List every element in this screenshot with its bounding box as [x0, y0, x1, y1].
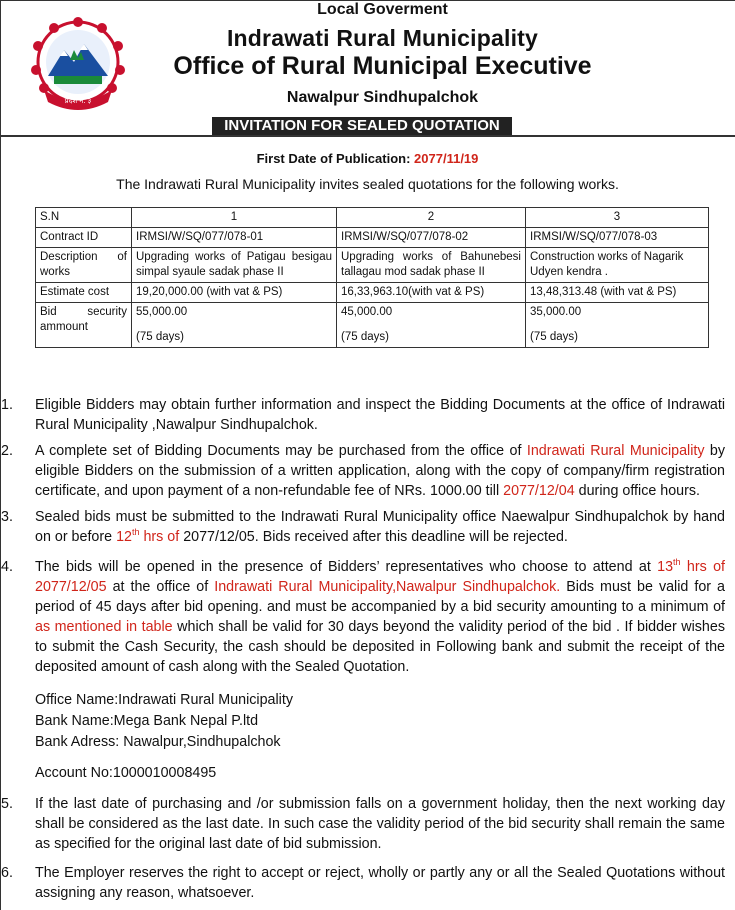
table-cell: Upgrading works of Patigau besigau simpal syaule sadak phase II [132, 248, 337, 283]
bid-security-value: 55,000.00 [136, 306, 188, 318]
table-cell [526, 303, 709, 348]
letterhead [0, 0, 735, 116]
item-number: 2. [1, 443, 13, 459]
table-cell: IRMSI/W/SQ/077/078-02 [337, 228, 526, 248]
table-cell: 19,20,000.00 (with vat & PS) [132, 283, 337, 303]
works-table [35, 207, 709, 348]
header-municipality-name: Indrawati Rural Municipality [226, 25, 539, 51]
item-number: 4. [1, 559, 13, 575]
publication-date-line [0, 151, 735, 166]
header-divider [0, 135, 735, 137]
invitation-banner: INVITATION FOR SEALED QUOTATION [212, 117, 512, 135]
intro-paragraph: The Indrawati Rural Municipality invites sealed quotations for the following works. [116, 176, 619, 192]
bank-office-name: Office Name:Indrawati Rural Municipality [35, 692, 293, 708]
table-cell: IRMSI/W/SQ/077/078-03 [526, 228, 709, 248]
publication-label: First Date of Publication: [256, 151, 411, 166]
table-cell: Upgrading works of Bahunebesi tallagau mod sadak phase II [337, 248, 526, 283]
bank-address: Bank Adress: Nawalpur,Sindhupalchok [35, 734, 281, 750]
bank-account-number: Account No:1000010008495 [35, 765, 217, 781]
bid-validity-days: (75 days) [341, 331, 389, 343]
table-cell: 2 [337, 208, 526, 228]
item-text: Eligible Bidders may obtain further information and inspect the Bidding Documents at the office of Indrawati Rural Municipality ,Nawalpur Sindhupalchok. [35, 397, 725, 433]
table-row [36, 248, 709, 283]
item-number: 5. [1, 796, 13, 812]
item-text: The Employer reserves the right to accept or reject, wholly or partly any or all the Sealed Quotations without assigning any reason, whatsoever. [35, 865, 725, 901]
table-cell: 3 [526, 208, 709, 228]
table-cell [337, 303, 526, 348]
item-number: 6. [1, 865, 13, 881]
item-text: The bids will be opened in the presence of Bidders’ representatives who choose to attend at 13th hrs of 2077/12/05 at the office of Indrawati Rural Municipality,Nawalpur Sindhupalchok. Bids must be valid for a period of 45 days after bid opening. and must be accompanied by a bid security amounting to a minimum of as mentioned in table which shall be valid for 30 days beyond the validity period of the bid . If bidder wishes to submit the Cash Security, the cash should be deposited in Following bank and submit the receipt of the deposited amount of cash along with the Sealed Quotation. [35, 557, 726, 675]
item-text: A complete set of Bidding Documents may be purchased from the office of Indrawati Rural Municipality by eligible Bidders on the submission of a written application, along with the copy of company/firm registration certificate, and upon payment of a non-refundable fee of NRs. 1000.00 till 2077/12/04 during office hours. [35, 443, 726, 499]
publication-date: 2077/11/19 [414, 151, 479, 166]
table-cell: 16,33,963.10(with vat & PS) [337, 283, 526, 303]
bank-name: Bank Name:Mega Bank Nepal P.ltd [35, 713, 259, 729]
table-cell [132, 303, 337, 348]
item-number: 3. [1, 509, 13, 525]
header-office-name: Office of Rural Municipal Executive [173, 52, 592, 80]
table-cell: IRMSI/W/SQ/077/078-01 [132, 228, 337, 248]
header-place: Nawalpur Sindhupalchok [286, 89, 479, 106]
table-cell: Estimate cost [36, 283, 132, 303]
table-cell: 13,48,313.48 (with vat & PS) [526, 283, 709, 303]
table-row [36, 208, 709, 228]
table-cell: S.N [36, 208, 132, 228]
table-cell: Contract ID [36, 228, 132, 248]
table-row [36, 228, 709, 248]
header-local-government: Local Goverment [317, 1, 448, 18]
item-text: If the last date of purchasing and /or submission falls on a government holiday, then the next working day shall be considered as the last date. In such case the validity period of the bid security shall remain the same as specified for the original last date of bid submission. [35, 796, 725, 852]
bid-validity-days: (75 days) [530, 331, 578, 343]
item-text: Sealed bids must be submitted to the Indrawati Rural Municipality office Naewalpur Sindhupalchok by hand on or before 12th hrs of 2077/12/05. Bids received after this deadline will be rejected. [35, 509, 725, 545]
item-number: 1. [1, 397, 13, 413]
bid-security-value: 35,000.00 [530, 306, 582, 318]
table-cell: Bid security ammount [36, 303, 132, 348]
bid-security-value: 45,000.00 [341, 306, 393, 318]
bid-validity-days: (75 days) [136, 331, 184, 343]
table-cell: 1 [132, 208, 337, 228]
table-row [36, 303, 709, 348]
table-cell: Construction works of Nagarik Udyen kendra . [526, 248, 709, 283]
svg-text:प्रदेश नं. ३: प्रदेश नं. ३ [64, 97, 92, 105]
table-row [36, 283, 709, 303]
table-cell: Description of works [36, 248, 132, 283]
